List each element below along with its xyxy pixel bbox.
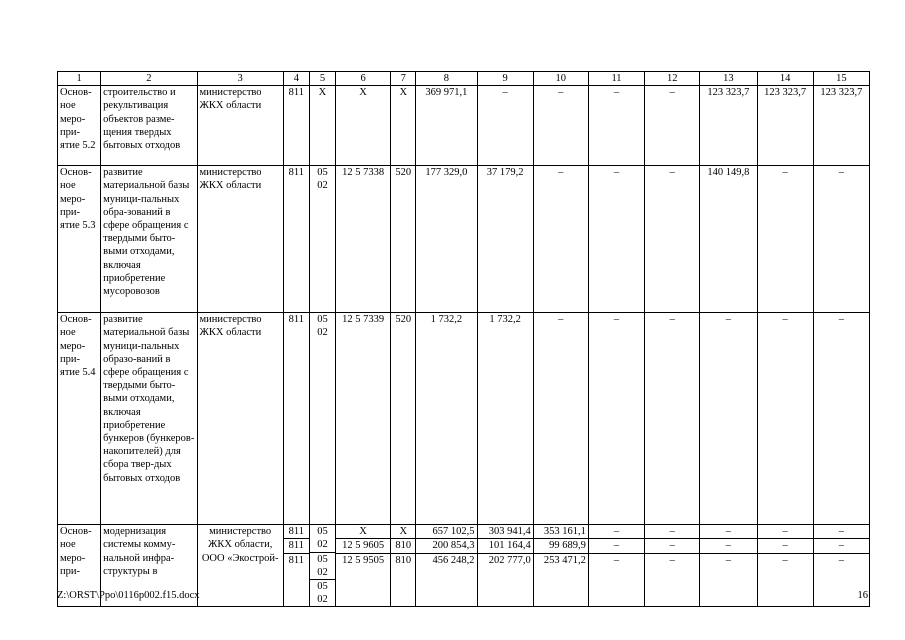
measure-code: Основ-ное меро-при-ятие 5.3 — [58, 166, 101, 313]
value-total: 200 854,3 — [416, 538, 476, 552]
value-year: – — [669, 526, 675, 538]
value-year: 140 149,8 — [700, 166, 757, 313]
value-year: – — [613, 526, 620, 538]
value-year: 123 323,7 — [813, 86, 869, 166]
value-year: – — [813, 313, 869, 525]
csr-code: 12 5 7338 — [336, 166, 391, 313]
value-year: – — [758, 538, 813, 552]
value-year: – — [838, 526, 844, 538]
measure-code: Основ-ное меро-при-ятие 5.2 — [58, 86, 101, 166]
measure-name: развитие материальной базы муници-пальных образо-ваний в сфере обращения с твердыми быто-выми отходами, включая приобретение бункеров (бункеров-накопителей) для сбора твер-дых бытовых отходов — [101, 313, 197, 525]
value-year: – — [645, 166, 700, 313]
executor: министерство ЖКХ области, ООО «Экострой- — [197, 525, 283, 607]
value-total: 177 329,0 — [416, 166, 477, 313]
value-year: – — [645, 538, 699, 552]
value-year: – — [700, 538, 756, 552]
file-path-footer: Z:\ORST\Ppo\0116p002.f15.docx — [57, 590, 200, 601]
value-year: – — [645, 313, 700, 525]
measure-code: Основ-ное меро-при- — [58, 525, 101, 607]
value-year: – — [725, 526, 732, 538]
csr-code: 12 5 9605 — [336, 538, 390, 552]
measure-name: развитие материальной базы муници-пальных обра-зований в сфере обращения с твердыми быто-выми отходами, включая приобретение мусоровозов — [101, 166, 197, 313]
value-year: – — [700, 553, 756, 567]
col-header: 4 — [283, 72, 309, 86]
page-number: 16 — [857, 590, 868, 601]
table-row — [58, 166, 870, 313]
value-year: 1 732,2 — [477, 313, 533, 525]
measure-name: модернизация системы комму-нальной инфра-структуры в — [101, 525, 197, 607]
executor: министерство ЖКХ области — [197, 313, 283, 525]
value-total: 657 102,5 — [432, 526, 475, 538]
col-header: 10 — [533, 72, 588, 86]
executor: министерство ЖКХ области — [197, 166, 283, 313]
value-year: – — [589, 553, 644, 567]
value-year: – — [533, 86, 588, 166]
vr-code: Х — [399, 526, 408, 538]
executor: министерство ЖКХ области — [197, 86, 283, 166]
value-year: 353 161,1 — [543, 526, 586, 538]
col-header: 12 — [645, 72, 700, 86]
rzpr-code: 05 02 — [310, 552, 335, 579]
value-year: – — [477, 86, 533, 166]
value-total: 369 971,1 — [416, 86, 477, 166]
vr-code: 520 — [391, 166, 416, 313]
value-year: 99 689,9 — [534, 538, 588, 552]
value-year: – — [758, 553, 813, 567]
value-year: 202 777,0 — [478, 553, 533, 567]
col-header: 5 — [309, 72, 335, 86]
value-year: – — [588, 313, 644, 525]
value-year: 253 471,2 — [534, 553, 588, 567]
col-header: 8 — [416, 72, 477, 86]
value-year: 37 179,2 — [477, 166, 533, 313]
col-header: 11 — [588, 72, 644, 86]
col-header: 6 — [336, 72, 391, 86]
value-year: – — [645, 553, 699, 567]
grbs-code: 811 — [288, 526, 305, 538]
csr-code: 12 5 9505 — [336, 553, 390, 567]
value-year: – — [588, 86, 644, 166]
value-year: – — [700, 313, 757, 525]
vr-code: 810 — [391, 538, 415, 552]
value-total: 456 248,2 — [416, 553, 476, 567]
rzpr-code: 05 02 — [310, 579, 335, 606]
value-year: – — [589, 538, 644, 552]
csr-code: Х — [359, 526, 367, 538]
value-year: 123 323,7 — [700, 86, 757, 166]
grbs-code: 811 — [284, 553, 309, 567]
measure-code: Основ-ное меро-при-ятие 5.4 — [58, 313, 101, 525]
rzpr-code: Х — [309, 86, 335, 166]
value-year: – — [814, 553, 869, 567]
value-year: 123 323,7 — [757, 86, 813, 166]
grbs-code: 811 — [283, 86, 309, 166]
col-header: 14 — [757, 72, 813, 86]
value-year: 101 164,4 — [478, 538, 533, 552]
value-year: 303 941,4 — [488, 526, 531, 538]
rzpr-code: 05 02 — [309, 313, 335, 525]
value-year: – — [757, 313, 813, 525]
value-year: – — [757, 166, 813, 313]
rzpr-code: 05 02 — [317, 526, 328, 551]
rzpr-code: 05 02 — [309, 166, 335, 313]
value-total: 1 732,2 — [416, 313, 477, 525]
col-header: 9 — [477, 72, 533, 86]
measure-name: строительство и рекультивация объектов разме-щения твердых бытовых отходов — [101, 86, 197, 166]
table-row — [58, 86, 870, 166]
csr-code: Х — [336, 86, 391, 166]
value-year: – — [588, 166, 644, 313]
col-header: 1 — [58, 72, 101, 86]
col-header: 15 — [813, 72, 869, 86]
col-header: 2 — [101, 72, 197, 86]
value-year: – — [645, 86, 700, 166]
vr-code: 520 — [391, 313, 416, 525]
value-year: – — [782, 526, 788, 538]
value-year: – — [533, 313, 588, 525]
program-table — [57, 71, 870, 607]
value-year: – — [533, 166, 588, 313]
col-header: 13 — [700, 72, 757, 86]
value-year: – — [814, 538, 869, 552]
grbs-code: 811 — [283, 166, 309, 313]
vr-code: 810 — [391, 553, 415, 567]
column-number-row — [58, 72, 870, 86]
table-row — [58, 313, 870, 525]
grbs-code: 811 — [284, 538, 309, 552]
grbs-code: 811 — [283, 313, 309, 525]
value-year: – — [813, 166, 869, 313]
col-header: 7 — [391, 72, 416, 86]
csr-code: 12 5 7339 — [336, 313, 391, 525]
vr-code: Х — [391, 86, 416, 166]
col-header: 3 — [197, 72, 283, 86]
